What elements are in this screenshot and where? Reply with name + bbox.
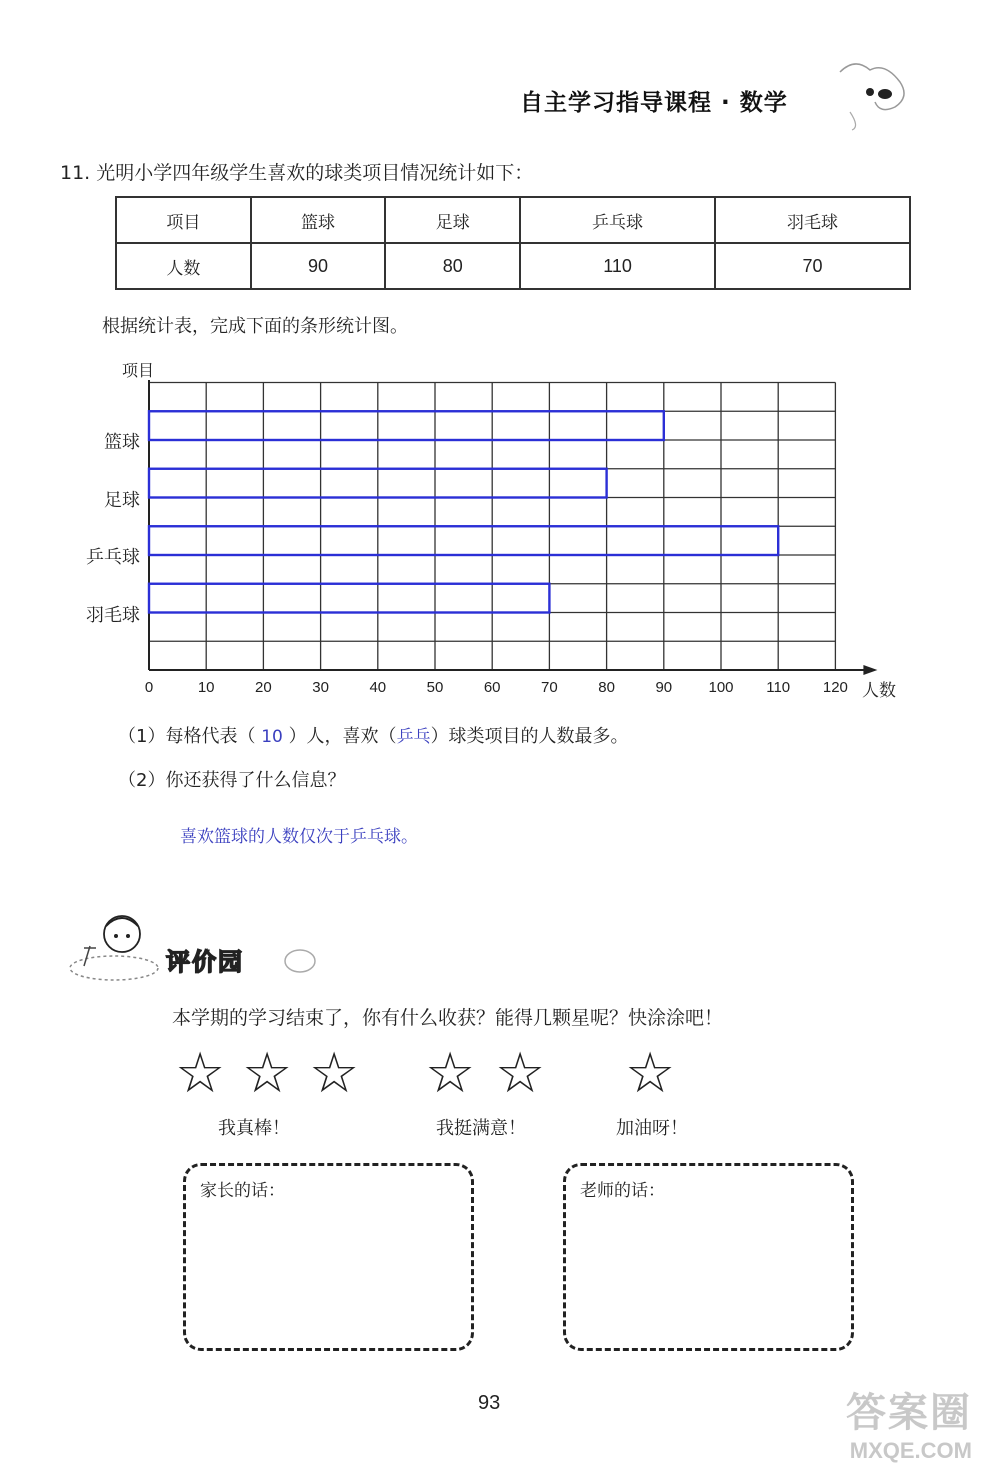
rating-label-keep-going: 加油呀！ (616, 1118, 688, 1139)
sub-question-2 (118, 766, 345, 792)
sub-question-1-part-a: 每格代表（ (165, 726, 256, 747)
stats-table (115, 196, 911, 290)
table-cell: 羽毛球 (715, 197, 910, 243)
bubble-icon (282, 946, 322, 976)
category-label: 足球 (104, 489, 140, 511)
x-tick-label: 30 (312, 679, 329, 696)
table-cell: 足球 (385, 197, 520, 243)
rating-star-icon[interactable]: ☆ (425, 1041, 476, 1106)
answer-most-popular: 乒乓 (396, 727, 431, 747)
bar-3 (149, 526, 778, 555)
x-tick-label: 60 (483, 679, 501, 696)
x-tick-label: 50 (426, 679, 444, 696)
table-cell: 乒乓球 (520, 197, 715, 243)
x-tick-label: 20 (255, 679, 272, 696)
rating-label-great: 我真棒！ (218, 1118, 290, 1139)
x-tick-label: 120 (822, 679, 848, 696)
category-label: 羽毛球 (86, 604, 140, 626)
rating-star-icon[interactable]: ☆ (625, 1041, 676, 1106)
answer-per-cell: 10 (261, 727, 283, 747)
table-cell: 篮球 (251, 197, 386, 243)
sub-question-2-text: 你还获得了什么信息？ (165, 770, 346, 791)
evaluation-prompt: 本学期的学习结束了，你有什么收获？能得几颗星呢？快涂涂吧！ (172, 1007, 724, 1029)
x-tick-label: 110 (766, 679, 791, 696)
bar-chart (0, 380, 1000, 680)
chart-x-axis-title: 人数 (862, 681, 896, 701)
question-title: 11. 光明小学四年级学生喜欢的球类项目情况统计如下： (60, 162, 534, 184)
table-cell: 90 (251, 243, 386, 289)
watermark (846, 1381, 972, 1464)
x-tick-label: 0 (144, 679, 154, 696)
evaluation-title: 评价园 (166, 948, 244, 976)
bar-1 (149, 411, 664, 440)
category-label: 乒乓球 (86, 547, 140, 568)
rating-star-icon[interactable]: ☆ (242, 1041, 293, 1106)
rating-star-icon[interactable]: ☆ (175, 1041, 226, 1106)
watermark-line-1: 答案圈 (846, 1390, 972, 1436)
teacher-comment-box[interactable] (563, 1163, 854, 1351)
cartoon-dog-icon (830, 52, 920, 132)
header-title: 自主学习指导课程 · 数学 (520, 90, 788, 116)
sub-question-1-part-b: ）人，喜欢（ (288, 726, 397, 747)
x-axis-arrow (863, 665, 877, 675)
table-header-item: 项目 (116, 197, 251, 243)
x-tick-label: 100 (708, 679, 734, 696)
parent-comment-label: 家长的话： (200, 1181, 285, 1201)
table-header-count: 人数 (116, 243, 251, 289)
rating-star-icon[interactable]: ☆ (495, 1041, 546, 1106)
rating-star-icon[interactable]: ☆ (309, 1041, 360, 1106)
sub-question-1-label: （1） (118, 726, 166, 747)
table-row (116, 197, 910, 243)
cartoon-child-icon (66, 906, 166, 986)
chart-y-axis-title: 项目 (122, 361, 155, 380)
rating-label-satisfied: 我挺满意！ (436, 1118, 526, 1139)
sub-question-2-answer: 喜欢篮球的人数仅次于乒乓球。 (180, 827, 418, 847)
parent-comment-box[interactable] (183, 1163, 474, 1351)
teacher-comment-label: 老师的话： (580, 1181, 665, 1201)
bar-4 (149, 584, 549, 613)
table-cell: 110 (520, 243, 715, 289)
instruction-text: 根据统计表，完成下面的条形统计图。 (102, 316, 408, 337)
page-number: 93 (478, 1392, 501, 1414)
table-row (116, 243, 910, 289)
x-tick-label: 10 (197, 679, 215, 696)
category-label: 篮球 (104, 432, 140, 453)
table-cell: 80 (385, 243, 520, 289)
x-tick-label: 70 (541, 679, 558, 696)
x-tick-label: 40 (369, 679, 387, 696)
sub-question-2-label: （2） (118, 770, 166, 791)
table-cell: 70 (715, 243, 910, 289)
x-tick-label: 90 (655, 679, 673, 696)
x-tick-label: 80 (598, 679, 615, 696)
watermark-line-2: MXQE.COM (849, 1438, 972, 1463)
sub-question-1-part-c: ）球类项目的人数最多。 (430, 726, 629, 747)
sub-question-1 (118, 722, 629, 748)
